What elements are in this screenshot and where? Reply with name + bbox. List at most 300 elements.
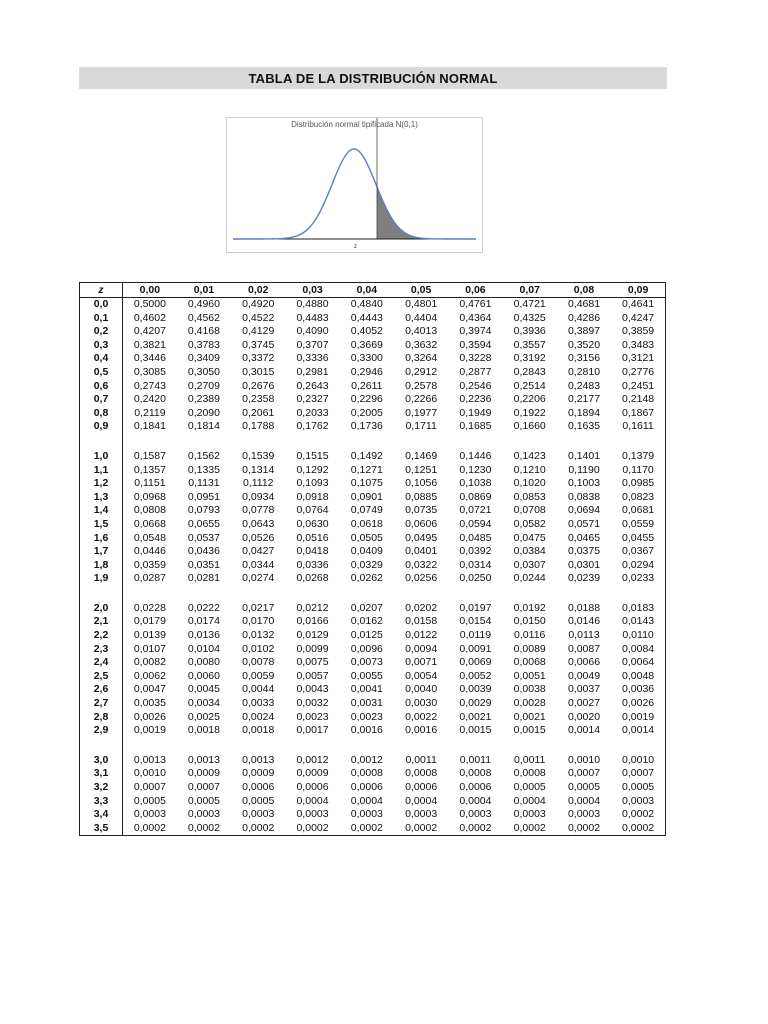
probability-cell: 0,0838	[567, 490, 601, 503]
probability-cell: 0,0028	[513, 697, 546, 710]
probability-cell: 0,1151	[134, 477, 166, 490]
probability-cell: 0,1038	[459, 477, 492, 490]
probability-cell: 0,0004	[405, 794, 438, 807]
probability-cell: 0,0793	[187, 504, 220, 517]
probability-cell: 0,0018	[242, 724, 275, 737]
table-row	[80, 697, 666, 711]
table-row	[80, 559, 666, 573]
z-value-cell: 1,6	[80, 532, 123, 546]
probability-cell: 0,0011	[459, 753, 492, 766]
probability-cell: 0,1611	[622, 420, 654, 433]
probability-cell: 0,0401	[405, 545, 438, 558]
z-value-cell: 1,5	[80, 518, 123, 532]
probability-cell: 0,0329	[350, 558, 383, 571]
probability-cell: 0,0359	[133, 558, 166, 571]
probability-cell: 0,2912	[405, 365, 438, 378]
probability-cell: 0,2061	[242, 406, 275, 419]
table-row	[80, 366, 666, 380]
probability-cell: 0,0239	[567, 572, 601, 585]
density-curve	[233, 149, 476, 239]
probability-cell: 0,0009	[242, 767, 275, 780]
probability-cell: 0,0129	[296, 629, 329, 642]
probability-cell: 0,0005	[242, 794, 275, 807]
probability-cell: 0,0045	[187, 683, 220, 696]
probability-cell: 0,3594	[459, 338, 492, 351]
probability-cell: 0,0027	[567, 697, 601, 710]
probability-cell: 0,0032	[296, 697, 329, 710]
probability-cell: 0,0014	[622, 724, 655, 737]
probability-cell: 0,0436	[187, 545, 220, 558]
probability-cell: 0,0007	[622, 767, 655, 780]
probability-cell: 0,0336	[296, 558, 329, 571]
z-table-header-row	[80, 283, 666, 298]
probability-cell: 0,4562	[187, 311, 220, 324]
z-value-cell: 0,8	[80, 407, 123, 421]
probability-cell: 0,2389	[187, 393, 220, 406]
group-spacer-row	[80, 738, 666, 754]
probability-cell: 0,4880	[296, 298, 329, 310]
table-row	[80, 615, 666, 629]
z-value-cell: 2,9	[80, 724, 123, 738]
probability-cell: 0,0013	[133, 753, 166, 766]
probability-cell: 0,0015	[459, 724, 492, 737]
probability-cell: 0,0080	[187, 656, 220, 669]
probability-cell: 0,3228	[459, 352, 492, 365]
z-value-cell: 3,0	[80, 754, 123, 768]
probability-cell: 0,0571	[567, 517, 601, 530]
probability-cell: 0,0281	[187, 572, 220, 585]
probability-cell: 0,0008	[405, 767, 438, 780]
probability-cell: 0,0951	[187, 490, 220, 503]
probability-cell: 0,1562	[187, 449, 220, 462]
probability-cell: 0,0048	[622, 669, 655, 682]
probability-cell: 0,0136	[187, 629, 220, 642]
probability-cell: 0,0091	[459, 642, 492, 655]
probability-cell: 0,0606	[405, 517, 438, 530]
probability-cell: 0,3936	[513, 325, 546, 338]
probability-cell: 0,0655	[187, 517, 220, 530]
probability-cell: 0,3707	[296, 338, 329, 351]
probability-cell: 0,0132	[242, 629, 275, 642]
column-header: 0,01	[177, 283, 231, 298]
probability-cell: 0,1230	[459, 463, 492, 476]
probability-cell: 0,0036	[622, 683, 655, 696]
z-table	[79, 282, 666, 836]
probability-cell: 0,0014	[567, 724, 601, 737]
probability-cell: 0,0002	[405, 821, 438, 834]
group-spacer-row	[80, 434, 666, 450]
probability-cell: 0,0062	[133, 669, 166, 682]
probability-cell: 0,0016	[405, 724, 438, 737]
probability-cell: 0,0049	[567, 669, 601, 682]
probability-cell: 0,3300	[350, 352, 383, 365]
probability-cell: 0,0051	[513, 669, 546, 682]
probability-cell: 0,0041	[350, 683, 383, 696]
probability-cell: 0,1788	[242, 420, 275, 433]
probability-cell: 0,0018	[187, 724, 220, 737]
probability-cell: 0,0764	[296, 504, 329, 517]
probability-cell: 0,0006	[459, 781, 492, 793]
z-value-cell: 1,3	[80, 491, 123, 505]
probability-cell: 0,4052	[350, 325, 383, 338]
column-header: 0,03	[285, 283, 339, 298]
probability-cell: 0,0057	[296, 669, 329, 682]
probability-cell: 0,0004	[459, 794, 492, 807]
table-row	[80, 629, 666, 643]
probability-cell: 0,0020	[567, 710, 601, 723]
probability-cell: 0,0002	[459, 821, 492, 834]
probability-cell: 0,0016	[350, 724, 383, 737]
probability-cell: 0,2005	[350, 406, 383, 419]
probability-cell: 0,0034	[187, 697, 220, 710]
probability-cell: 0,0217	[242, 601, 275, 614]
column-header: 0,04	[340, 283, 394, 298]
z-value-cell: 1,2	[80, 477, 123, 491]
probability-cell: 0,0548	[133, 531, 166, 544]
probability-cell: 0,0179	[133, 615, 166, 628]
probability-cell: 0,0012	[350, 753, 383, 766]
probability-cell: 0,0594	[459, 517, 492, 530]
probability-cell: 0,0233	[622, 572, 655, 585]
probability-cell: 0,0262	[350, 572, 383, 585]
probability-cell: 0,0002	[187, 821, 220, 834]
probability-cell: 0,0012	[296, 753, 329, 766]
z-value-cell: 0,1	[80, 312, 123, 326]
probability-cell: 0,4404	[405, 311, 438, 324]
table-row	[80, 767, 666, 781]
table-row	[80, 754, 666, 768]
page-title: TABLA DE LA DISTRIBUCIÓN NORMAL	[248, 70, 498, 86]
table-row	[80, 298, 666, 312]
probability-cell: 0,1841	[133, 420, 166, 433]
z-value-cell: 0,6	[80, 380, 123, 394]
probability-cell: 0,2546	[459, 379, 492, 392]
probability-cell: 0,0006	[350, 781, 383, 793]
probability-cell: 0,0009	[296, 767, 329, 780]
probability-cell: 0,4522	[242, 311, 275, 324]
table-row	[80, 504, 666, 518]
probability-cell: 0,1131	[188, 477, 220, 490]
probability-cell: 0,0071	[405, 656, 438, 669]
probability-cell: 0,0060	[187, 669, 220, 682]
z-value-cell: 3,1	[80, 767, 123, 781]
probability-cell: 0,2148	[622, 393, 655, 406]
probability-cell: 0,0228	[133, 601, 166, 614]
probability-cell: 0,0869	[459, 490, 492, 503]
probability-cell: 0,0630	[296, 517, 329, 530]
probability-cell: 0,3632	[405, 338, 438, 351]
probability-cell: 0,2033	[296, 406, 329, 419]
probability-cell: 0,0052	[459, 669, 492, 682]
probability-cell: 0,0166	[296, 615, 329, 628]
probability-cell: 0,0006	[405, 781, 438, 793]
probability-cell: 0,0256	[405, 572, 438, 585]
probability-cell: 0,0113	[568, 629, 600, 642]
probability-cell: 0,0031	[350, 697, 383, 710]
probability-cell: 0,4013	[405, 325, 438, 338]
probability-cell: 0,0005	[622, 781, 655, 793]
probability-cell: 0,0069	[459, 656, 492, 669]
probability-cell: 0,0007	[133, 781, 166, 793]
table-row	[80, 822, 666, 836]
probability-cell: 0,0418	[296, 545, 329, 558]
probability-cell: 0,2981	[296, 365, 329, 378]
probability-cell: 0,0017	[296, 724, 329, 737]
probability-cell: 0,1867	[622, 406, 655, 419]
table-row	[80, 420, 666, 434]
probability-cell: 0,0068	[513, 656, 546, 669]
probability-cell: 0,4286	[567, 311, 601, 324]
shaded-tail-area	[377, 187, 476, 239]
probability-cell: 0,0294	[622, 558, 655, 571]
probability-cell: 0,0004	[350, 794, 383, 807]
z-value-cell: 1,8	[80, 559, 123, 573]
probability-cell: 0,2776	[622, 365, 655, 378]
probability-cell: 0,0082	[133, 656, 166, 669]
probability-cell: 0,0526	[242, 531, 275, 544]
probability-cell: 0,4721	[513, 298, 546, 310]
probability-cell: 0,0002	[513, 821, 546, 834]
probability-cell: 0,0367	[622, 545, 655, 558]
probability-cell: 0,0110	[622, 629, 654, 642]
probability-cell: 0,3085	[133, 365, 166, 378]
probability-cell: 0,0162	[350, 615, 383, 628]
probability-cell: 0,0003	[242, 808, 275, 821]
probability-cell: 0,0158	[405, 615, 438, 628]
table-row	[80, 808, 666, 822]
table-row	[80, 656, 666, 670]
probability-cell: 0,4129	[242, 325, 275, 338]
probability-cell: 0,0007	[187, 781, 220, 793]
probability-cell: 0,0029	[459, 697, 492, 710]
group-spacer-row	[80, 586, 666, 602]
probability-cell: 0,0808	[133, 504, 166, 517]
probability-cell: 0,0139	[133, 629, 166, 642]
probability-cell: 0,0002	[622, 821, 655, 834]
probability-cell: 0,0322	[405, 558, 438, 571]
probability-cell: 0,0025	[187, 710, 220, 723]
normal-curve-figure	[226, 117, 483, 253]
probability-cell: 0,2327	[296, 393, 329, 406]
probability-cell: 0,1977	[405, 406, 438, 419]
probability-cell: 0,0003	[350, 808, 383, 821]
probability-cell: 0,0102	[242, 642, 275, 655]
probability-cell: 0,0287	[133, 572, 166, 585]
probability-cell: 0,0150	[513, 615, 546, 628]
probability-cell: 0,2266	[405, 393, 438, 406]
probability-cell: 0,0015	[513, 724, 546, 737]
probability-cell: 0,0516	[296, 531, 329, 544]
table-row	[80, 602, 666, 616]
table-row	[80, 352, 666, 366]
probability-cell: 0,2709	[187, 379, 220, 392]
probability-cell: 0,0212	[296, 601, 329, 614]
z-value-cell: 3,4	[80, 808, 123, 822]
probability-cell: 0,0222	[187, 601, 220, 614]
probability-cell: 0,0384	[513, 545, 546, 558]
probability-cell: 0,1020	[513, 477, 546, 490]
probability-cell: 0,0901	[350, 490, 383, 503]
probability-cell: 0,2514	[513, 379, 546, 392]
table-row	[80, 572, 666, 586]
probability-cell: 0,3821	[133, 338, 166, 351]
probability-cell: 0,0002	[296, 821, 329, 834]
probability-cell: 0,2119	[134, 406, 166, 419]
probability-cell: 0,0170	[242, 615, 275, 628]
probability-cell: 0,0043	[296, 683, 329, 696]
z-value-cell: 1,9	[80, 572, 123, 586]
probability-cell: 0,0721	[459, 504, 492, 517]
table-row	[80, 477, 666, 491]
table-row	[80, 781, 666, 795]
probability-cell: 0,0006	[296, 781, 329, 793]
probability-cell: 0,0010	[622, 753, 655, 766]
probability-cell: 0,2946	[350, 365, 383, 378]
probability-cell: 0,0003	[513, 808, 546, 821]
probability-cell: 0,0107	[133, 642, 166, 655]
probability-cell: 0,0002	[567, 821, 601, 834]
probability-cell: 0,1660	[513, 420, 546, 433]
probability-cell: 0,0004	[513, 794, 546, 807]
probability-cell: 0,1446	[459, 449, 492, 462]
table-row	[80, 795, 666, 809]
probability-cell: 0,4681	[567, 298, 601, 310]
probability-cell: 0,4960	[187, 298, 220, 310]
table-row	[80, 380, 666, 394]
z-value-cell: 2,7	[80, 697, 123, 711]
probability-cell: 0,1635	[567, 420, 601, 433]
probability-cell: 0,0026	[133, 710, 166, 723]
column-header: 0,02	[231, 283, 285, 298]
probability-cell: 0,0119	[459, 629, 492, 642]
probability-cell: 0,1736	[350, 420, 383, 433]
probability-cell: 0,3897	[567, 325, 601, 338]
probability-cell: 0,3015	[242, 365, 275, 378]
probability-cell: 0,3783	[187, 338, 220, 351]
probability-cell: 0,0019	[133, 724, 166, 737]
figure-axis-label: z	[354, 244, 357, 250]
probability-cell: 0,3974	[459, 325, 492, 338]
probability-cell: 0,0019	[622, 710, 655, 723]
probability-cell: 0,0040	[405, 683, 438, 696]
probability-cell: 0,0005	[513, 781, 546, 793]
table-row	[80, 464, 666, 478]
probability-cell: 0,2843	[513, 365, 546, 378]
probability-cell: 0,0024	[242, 710, 275, 723]
probability-cell: 0,0035	[133, 697, 166, 710]
probability-cell: 0,0030	[405, 697, 438, 710]
probability-cell: 0,2643	[296, 379, 329, 392]
table-row	[80, 711, 666, 725]
z-value-cell: 2,3	[80, 643, 123, 657]
probability-cell: 0,2483	[567, 379, 601, 392]
probability-cell: 0,0003	[296, 808, 329, 821]
probability-cell: 0,0314	[459, 558, 492, 571]
probability-cell: 0,0301	[567, 558, 601, 571]
probability-cell: 0,2578	[405, 379, 438, 392]
probability-cell: 0,4168	[187, 325, 220, 338]
probability-cell: 0,0039	[459, 683, 492, 696]
probability-cell: 0,0002	[350, 821, 383, 834]
probability-cell: 0,0078	[242, 656, 275, 669]
table-row	[80, 670, 666, 684]
probability-cell: 0,0694	[567, 504, 601, 517]
probability-cell: 0,0002	[622, 808, 655, 821]
probability-cell: 0,1469	[405, 449, 438, 462]
probability-cell: 0,0033	[242, 697, 275, 710]
probability-cell: 0,0005	[133, 794, 166, 807]
probability-cell: 0,0207	[350, 601, 383, 614]
probability-cell: 0,0192	[513, 601, 546, 614]
z-value-cell: 1,7	[80, 545, 123, 559]
probability-cell: 0,0681	[622, 504, 655, 517]
probability-cell: 0,0054	[405, 669, 438, 682]
probability-cell: 0,0055	[350, 669, 383, 682]
table-row	[80, 407, 666, 421]
probability-cell: 0,0559	[622, 517, 655, 530]
probability-cell: 0,2611	[351, 379, 383, 392]
probability-cell: 0,0274	[242, 572, 275, 585]
probability-cell: 0,0183	[622, 601, 655, 614]
probability-cell: 0,0582	[513, 517, 546, 530]
probability-cell: 0,4090	[296, 325, 329, 338]
z-header-cell: z	[80, 283, 123, 298]
table-row	[80, 393, 666, 407]
probability-cell: 0,1492	[350, 449, 383, 462]
z-value-cell: 2,4	[80, 656, 123, 670]
probability-cell: 0,0005	[567, 781, 601, 793]
probability-cell: 0,0006	[242, 781, 275, 793]
table-row	[80, 532, 666, 546]
probability-cell: 0,0244	[513, 572, 546, 585]
probability-cell: 0,2206	[513, 393, 546, 406]
probability-cell: 0,1056	[405, 477, 438, 490]
z-value-cell: 3,5	[80, 822, 123, 836]
probability-cell: 0,3192	[513, 352, 546, 365]
probability-cell: 0,2743	[133, 379, 166, 392]
probability-cell: 0,0008	[350, 767, 383, 780]
probability-cell: 0,1357	[133, 463, 166, 476]
z-value-cell: 0,3	[80, 339, 123, 353]
probability-cell: 0,2676	[242, 379, 275, 392]
probability-cell: 0,0495	[405, 531, 438, 544]
probability-cell: 0,1190	[568, 463, 600, 476]
probability-cell: 0,0013	[242, 753, 275, 766]
probability-cell: 0,0409	[350, 545, 383, 558]
probability-cell: 0,0008	[513, 767, 546, 780]
probability-cell: 0,0009	[187, 767, 220, 780]
probability-cell: 0,2090	[187, 406, 220, 419]
probability-cell: 0,4602	[133, 311, 166, 324]
probability-cell: 0,1170	[622, 463, 654, 476]
probability-cell: 0,0618	[350, 517, 383, 530]
probability-cell: 0,0087	[567, 642, 601, 655]
table-row	[80, 518, 666, 532]
probability-cell: 0,1251	[405, 463, 438, 476]
probability-cell: 0,0003	[405, 808, 438, 821]
table-row	[80, 312, 666, 326]
probability-cell: 0,3446	[133, 352, 166, 365]
probability-cell: 0,0427	[242, 545, 275, 558]
probability-cell: 0,3483	[622, 338, 655, 351]
probability-cell: 0,0010	[567, 753, 601, 766]
probability-cell: 0,1093	[296, 477, 329, 490]
z-value-cell: 2,1	[80, 615, 123, 629]
probability-cell: 0,0003	[567, 808, 601, 821]
probability-cell: 0,0084	[622, 642, 655, 655]
probability-cell: 0,1075	[350, 477, 383, 490]
probability-cell: 0,0116	[514, 629, 546, 642]
